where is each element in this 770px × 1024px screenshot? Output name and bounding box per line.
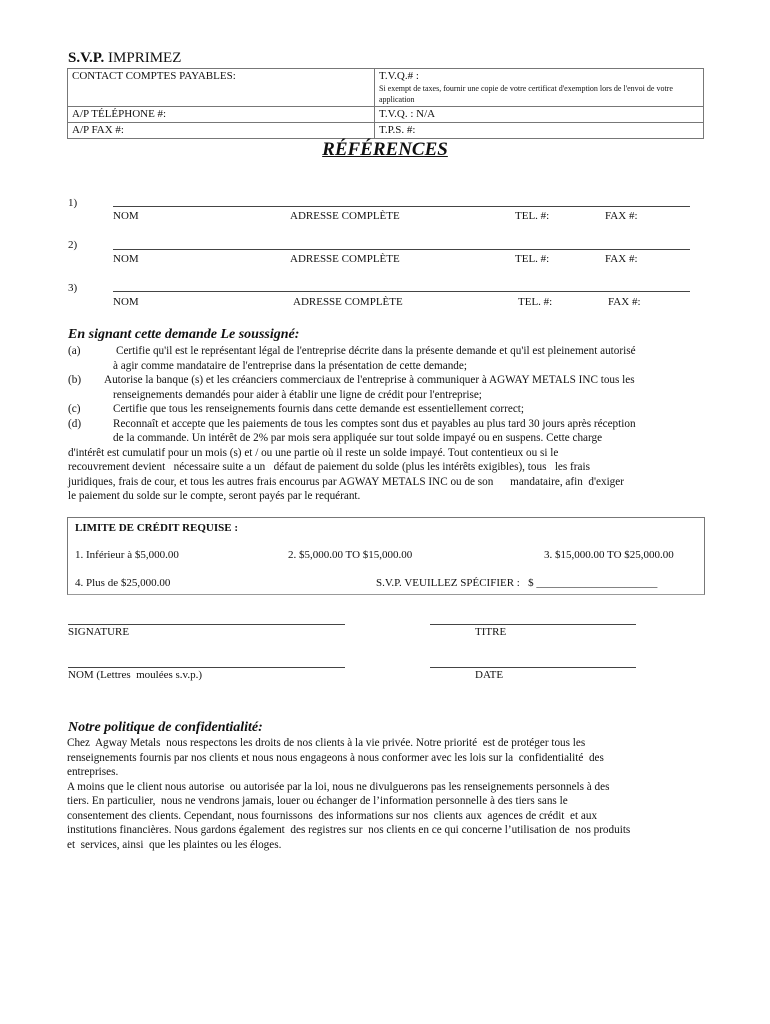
privacy-line: consentement des clients. Cependant, nous fournissons des informations sur nos clients aux agences de crédit et aux (67, 809, 598, 822)
print-notice (68, 50, 181, 67)
privacy-line: Chez Agway Metals nous respectons les droits de nos clients à la vie privée. Notre priorité est de protéger tous les (67, 737, 586, 749)
reference-line[interactable] (113, 291, 690, 292)
declaration-continuation-line: juridiques, frais de cour, et tous les autres frais encourus par AGWAY METALS INC ou de son mandataire, afin d'exiger (68, 475, 624, 488)
declaration-label: (b) (68, 374, 82, 386)
reference-number: 1) (68, 197, 78, 209)
privacy-line: A moins que le client nous autorise ou autorisée par la loi, nous ne divulguerons pas les renseignements personnels à des (67, 780, 610, 793)
signature-line[interactable] (68, 624, 345, 625)
privacy-line: institutions financières. Nous gardons également des registres sur nos clients en ce qui concerne l’utilisation de nos produits (67, 824, 631, 836)
declaration-label: (d) (68, 417, 82, 430)
reference-fax-label: FAX #: (605, 253, 638, 265)
privacy-title: Notre politique de confidentialité: (68, 720, 263, 735)
credit-option-2[interactable]: 2. $5,000.00 TO $15,000.00 (288, 549, 413, 561)
signature-label: SIGNATURE (68, 626, 130, 638)
declaration-line: Autorise la banque (s) et les créanciers commerciaux de l'entreprise à communiquer à AGWAY METALS INC tous les (104, 374, 635, 386)
declaration-label: (c) (68, 403, 81, 415)
contact-table (67, 68, 704, 139)
tvq-na-field[interactable]: T.V.Q. : N/A (375, 107, 704, 123)
reference-nom-label: NOM (113, 210, 139, 222)
declaration-item-a (68, 344, 708, 373)
credit-option-1[interactable]: 1. Inférieur à $5,000.00 (75, 549, 179, 561)
tvq-label: T.V.Q.# : (379, 70, 419, 82)
reference-adresse-label: ADRESSE COMPLÈTE (290, 253, 400, 265)
privacy-line: entreprises. (67, 766, 119, 778)
titre-line[interactable] (430, 624, 636, 625)
declaration-continuation-line: le paiement du solde sur le compte, seront payés par le requérant. (68, 490, 361, 502)
declaration-label: (a) (68, 345, 81, 357)
print-notice-rest: IMPRIMEZ (104, 50, 182, 66)
ap-phone-field[interactable]: A/P TÉLÉPHONE #: (68, 107, 375, 123)
credit-option-3[interactable]: 3. $15,000.00 TO $25,000.00 (544, 549, 674, 561)
declaration-continuation-line: recouvrement devient nécessaire suite a un défaut de paiement du solde (plus les intérêts exigibles), tous les frais (68, 461, 590, 473)
tps-field[interactable]: T.P.S. #: (375, 123, 704, 139)
reference-nom-label: NOM (113, 296, 139, 308)
tvq-field[interactable] (375, 69, 704, 107)
reference-adresse-label: ADRESSE COMPLÈTE (290, 210, 400, 222)
payable-contact-field[interactable]: CONTACT COMPTES PAYABLES: (68, 69, 375, 107)
nom-line[interactable] (68, 667, 345, 668)
declaration-line: à agir comme mandataire de l'entreprise dans la présentation de cette demande; (113, 359, 467, 372)
reference-fax-label: FAX #: (605, 210, 638, 222)
reference-nom-label: NOM (113, 253, 139, 265)
references-title: RÉFÉRENCES (322, 139, 448, 160)
declaration-list (68, 344, 708, 504)
declaration-line: renseignements demandés pour aider à établir une ligne de crédit pour l'entreprise; (113, 388, 482, 401)
privacy-line: renseignements fournis par nos clients et nous nous engageons à nous conformer avec les lois sur la confidentialité des (67, 751, 604, 764)
reference-number: 3) (68, 282, 78, 294)
credit-specify-field[interactable]: S.V.P. VEUILLEZ SPÉCIFIER : $ ______________________ (376, 577, 658, 589)
titre-label: TITRE (475, 626, 507, 638)
reference-line[interactable] (113, 249, 690, 250)
print-notice-bold: S.V.P. (68, 50, 105, 66)
reference-tel-label: TEL. #: (515, 253, 550, 265)
signing-declaration-title: En signant cette demande Le soussigné: (68, 327, 300, 342)
credit-option-4[interactable]: 4. Plus de $25,000.00 (75, 577, 171, 589)
privacy-line: et services, ainsi que les plaintes ou les éloges. (67, 838, 282, 851)
reference-tel-label: TEL. #: (518, 296, 553, 308)
ap-fax-field[interactable]: A/P FAX #: (68, 123, 375, 139)
declaration-item-c (68, 402, 708, 417)
declaration-line: de la commande. Un intérêt de 2% par mois sera appliquée sur tout solde impayé ou en suspens. Cette charge (113, 432, 603, 444)
reference-tel-label: TEL. #: (515, 210, 550, 222)
credit-limit-box (67, 517, 705, 595)
declaration-line: Certifie que tous les renseignements fournis dans cette demande est essentiellement correct; (113, 403, 524, 415)
reference-adresse-label: ADRESSE COMPLÈTE (293, 296, 403, 308)
declaration-line: Reconnaît et accepte que les paiements de tous les comptes sont dus et payables au plus tard 30 jours après réception (113, 417, 636, 430)
reference-line[interactable] (113, 206, 690, 207)
declaration-continuation-line: d'intérêt est cumulatif pour un mois (s) et / ou une partie où il reste un solde impayé. Tout contentieux ou si le (68, 446, 559, 459)
privacy-line: tiers. En particulier, nous ne vendrons jamais, louer ou échanger de l’information personnelle à des tiers sans le (67, 795, 568, 807)
nom-label: NOM (Lettres moulées s.v.p.) (68, 669, 203, 681)
date-label: DATE (475, 669, 504, 681)
credit-limit-title: LIMITE DE CRÉDIT REQUISE : (75, 522, 239, 534)
declaration-line: Certifie qu'il est le représentant légal de l'entreprise décrite dans la présente demande et qu'il est pleinement autorisé (116, 345, 636, 357)
declaration-item-d (68, 417, 708, 446)
reference-number: 2) (68, 239, 78, 251)
date-line[interactable] (430, 667, 636, 668)
reference-fax-label: FAX #: (608, 296, 641, 308)
declaration-item-b (68, 373, 708, 402)
privacy-text (67, 736, 707, 852)
tvq-note: Si exempt de taxes, fournir une copie de votre certificat d'exemption lors de l'envoi de votre application (379, 84, 673, 104)
